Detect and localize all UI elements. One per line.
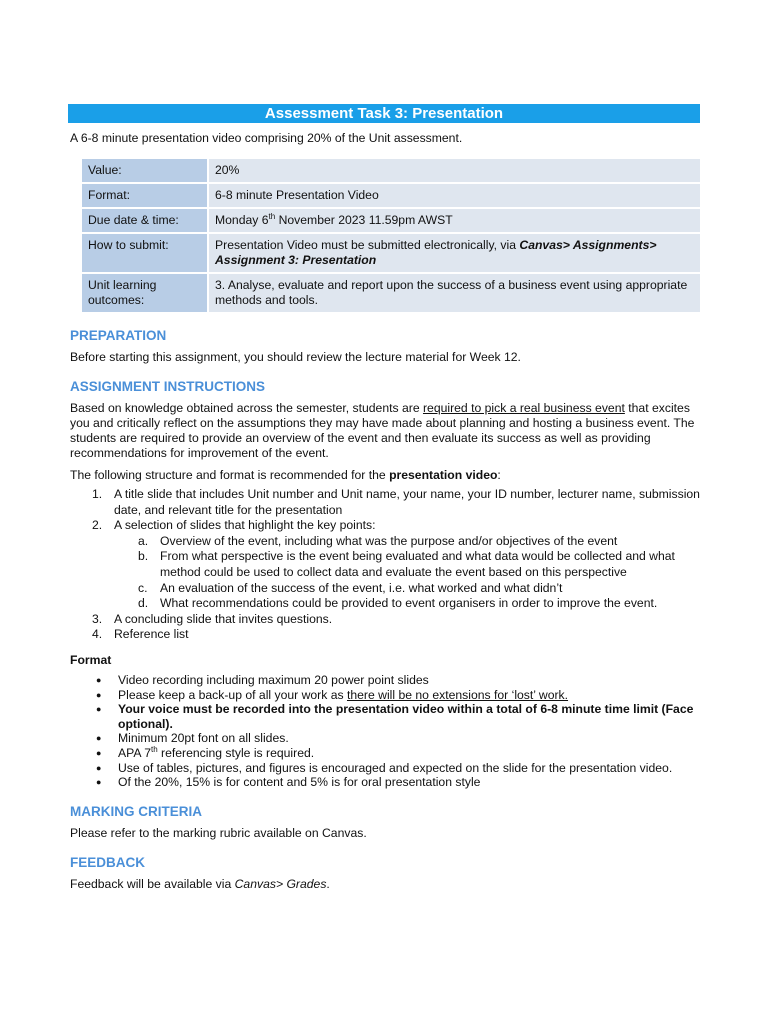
bullet-text: Minimum 20pt font on all slides. — [118, 731, 289, 746]
bullet-icon: ● — [96, 704, 102, 715]
sub-list-letter: d. — [138, 596, 149, 611]
due-date-post: November 2023 11.59pm AWST — [275, 213, 453, 227]
document-page — [68, 104, 700, 892]
bullet-text: Please keep a back-up of all your work as — [118, 687, 347, 702]
instructions-paragraph — [70, 401, 700, 461]
format-cell: 6-8 minute Presentation Video — [209, 184, 700, 207]
list-item — [68, 627, 700, 643]
preparation-text: Before starting this assignment, you should review the lecture material for Week 12. — [70, 350, 521, 364]
bullet-item — [68, 775, 700, 790]
sub-list — [114, 534, 700, 612]
submit-path: Canvas> Assignments> Assignment 3: Presentation — [215, 238, 657, 267]
table-row — [82, 209, 700, 232]
sub-list-letter: a. — [138, 533, 149, 548]
bullet-item — [68, 761, 700, 776]
value-cell: 20% — [209, 159, 700, 182]
due-date-cell — [209, 209, 700, 232]
bullet-text-bold: Your voice must be recorded into the presentation video within a total of 6-8 minute time limit (Face optional). — [118, 702, 694, 731]
sub-list-item — [68, 581, 700, 597]
feedback-heading: FEEDBACK — [70, 854, 146, 870]
bullet-icon: ● — [96, 762, 102, 773]
submit-label: How to submit: — [82, 234, 209, 272]
feedback-text — [70, 877, 700, 892]
list-number: 1. — [92, 487, 103, 501]
due-date-label: Due date & time: — [82, 209, 209, 232]
sub-list-text: Overview of the event, including what was the purpose and/or objectives of the event — [160, 533, 618, 548]
outcomes-cell: 3. Analyse, evaluate and report upon the success of a business event using appropriate methods and tools. — [209, 274, 700, 312]
list-item — [68, 487, 700, 518]
sub-list-text: An evaluation of the success of the event, i.e. what worked and what didn’t — [160, 580, 563, 595]
structure-intro-text: The following structure and format is recommended for the — [70, 468, 390, 482]
list-item-text: A title slide that includes Unit number and Unit name, your name, your ID number, lecturer name, submission date, and relevant title for the presentation — [114, 487, 700, 517]
marking-heading: MARKING CRITERIA — [70, 803, 202, 819]
value-label: Value: — [82, 159, 209, 182]
sub-list-letter: c. — [138, 580, 148, 595]
sub-list-item — [68, 549, 700, 580]
page-title: Assessment Task 3: Presentation — [68, 104, 700, 123]
structure-intro-colon: : — [497, 468, 501, 482]
table-row — [82, 159, 700, 182]
list-number: 4. — [92, 627, 103, 642]
bullet-icon: ● — [96, 689, 102, 700]
list-item-text: A selection of slides that highlight the key points: — [114, 518, 376, 533]
list-item — [68, 518, 700, 612]
feedback-path: Canvas> Grades — [234, 876, 327, 891]
bullet-item — [68, 702, 700, 731]
list-item-text: A concluding slide that invites questions. — [114, 611, 333, 626]
underlined-requirement: required to pick a real business event — [422, 401, 625, 415]
bullet-underlined: there will be no extensions for ‘lost’ work. — [346, 687, 569, 702]
assessment-info-table — [82, 157, 700, 314]
feedback-text-pre: Feedback will be available via — [70, 876, 235, 891]
preparation-heading: PREPARATION — [70, 328, 167, 343]
bullet-icon: ● — [96, 777, 102, 788]
bullet-text: Of the 20%, 15% is for content and 5% is for oral presentation style — [118, 775, 481, 790]
sub-list-text: From what perspective is the event being evaluated and what data would be collected and what method could be used to collect data and evaluate the event based on this perspective — [160, 549, 675, 579]
list-number: 3. — [92, 611, 103, 626]
marking-text: Please refer to the marking rubric available on Canvas. — [70, 825, 367, 840]
instructions-heading: ASSIGNMENT INSTRUCTIONS — [70, 379, 266, 394]
structure-list — [68, 487, 700, 643]
feedback-text-post: . — [326, 876, 330, 891]
bullet-text: APA 7 — [118, 745, 151, 760]
bullet-text-cont: referencing style is required. — [157, 745, 315, 760]
due-date-pre: Monday 6 — [215, 213, 269, 227]
bullet-item — [68, 746, 700, 761]
structure-intro-bold: presentation video — [389, 468, 498, 482]
table-row — [82, 274, 700, 312]
bullet-icon: ● — [96, 733, 102, 744]
bullet-icon: ● — [96, 747, 102, 758]
sub-list-text: What recommendations could be provided to event organisers in order to improve the event. — [160, 596, 658, 611]
bullet-text: Use of tables, pictures, and figures is encouraged and expected on the slide for the presentation video. — [118, 760, 673, 775]
structure-intro — [70, 468, 700, 483]
list-number: 2. — [92, 518, 103, 533]
due-date-sup: th — [268, 211, 276, 221]
sub-list-item — [68, 534, 700, 550]
format-heading: Format — [70, 652, 112, 667]
list-item-text: Reference list — [114, 627, 189, 642]
sub-list-item — [68, 596, 700, 612]
bullet-text: Video recording including maximum 20 power point slides — [118, 672, 429, 687]
submit-text: Presentation Video must be submitted electronically, via — [215, 238, 520, 252]
instructions-text-cont: that excites you and critically reflect on the assumptions they may have made about planning and hosting a business event. The students are required to provide an overview of the event and then evaluate its success as well as providing recommendations for improvement of the event. — [70, 401, 695, 460]
table-row — [82, 234, 700, 272]
bullet-icon: ● — [96, 674, 102, 685]
bullet-item — [68, 731, 700, 746]
bullet-item — [68, 688, 700, 703]
sub-list-letter: b. — [138, 549, 149, 564]
format-list — [68, 673, 700, 790]
table-row — [82, 184, 700, 207]
submit-cell — [209, 234, 700, 272]
outcomes-label: Unit learning outcomes: — [82, 274, 209, 312]
bullet-item — [68, 673, 700, 688]
format-label: Format: — [82, 184, 209, 207]
bullet-sup: th — [150, 744, 158, 754]
list-item — [68, 612, 700, 628]
instructions-text: Based on knowledge obtained across the semester, students are — [70, 401, 423, 415]
intro-text: A 6-8 minute presentation video comprising 20% of the Unit assessment. — [70, 131, 463, 145]
